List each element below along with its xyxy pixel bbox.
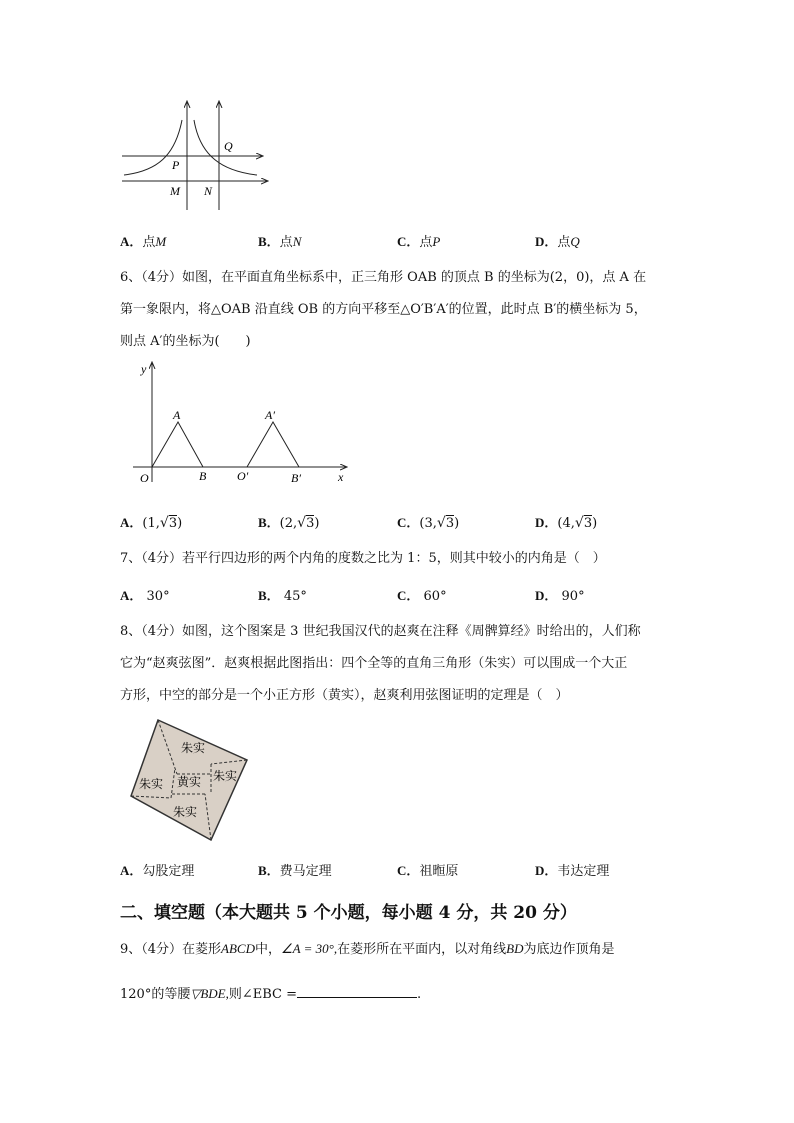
label-a: A xyxy=(173,408,181,422)
label-x: x xyxy=(338,470,344,484)
q6-option-d: D．(4,√3) xyxy=(535,515,598,531)
q8-option-d: D．韦达定理 xyxy=(535,863,610,879)
q8-line-1: 8、（4分）如图，这个图案是 3 世纪我国汉代的赵爽在注释《周髀算经》时给出的，人们称 xyxy=(120,624,641,639)
label-q: Q xyxy=(224,139,233,153)
triangle-o2a2b2 xyxy=(247,422,299,467)
triangle-oab xyxy=(152,422,203,467)
q8-line-3: 方形，中空的部分是一个小正方形（黄实），赵爽利用弦图证明的定理是（ ） xyxy=(120,688,569,703)
q5-option-b: B．点N xyxy=(258,234,302,250)
q6-option-a: A．(1,√3) xyxy=(120,515,183,531)
q6-option-b: B．(2,√3) xyxy=(258,515,320,531)
label-left: 朱实 xyxy=(139,777,164,791)
q6-line-1: 6、（4分）如图，在平面直角坐标系中，正三角形 OAB 的顶点 B 的坐标为(2，0)，点 A 在 xyxy=(120,270,647,285)
q6-line-3: 则点 A′的坐标为( ) xyxy=(120,334,251,349)
label-n: N xyxy=(204,184,213,198)
q7-option-c: C． 60° xyxy=(397,588,447,604)
label-b-prime: B′ xyxy=(291,471,301,485)
label-m: M xyxy=(170,184,180,198)
q8-option-c: C．祖暅原 xyxy=(397,863,459,879)
label-b: B xyxy=(199,469,207,483)
q7-option-d: D． 90° xyxy=(535,588,585,604)
label-o-prime: O′ xyxy=(237,469,249,483)
q6-line-2: 第一象限内，将△OAB 沿直线 OB 的方向平移至△O′B′A′的位置，此时点 B′的横坐标为 5， xyxy=(120,302,647,317)
label-o: O xyxy=(140,471,149,485)
q7-option-b: B． 45° xyxy=(258,588,307,604)
q9-answer-blank[interactable] xyxy=(297,985,417,998)
q5-figure xyxy=(112,98,277,213)
q8-option-a: A．勾股定理 xyxy=(120,863,195,879)
q8-line-2: 它为“赵爽弦图”．赵爽根据此图指出：四个全等的直角三角形（朱实）可以围成一个大正 xyxy=(120,656,628,671)
label-y: y xyxy=(141,362,147,376)
q6-option-c: C．(3,√3) xyxy=(397,515,460,531)
label-right: 朱实 xyxy=(213,769,238,783)
q5-option-c: C．点P xyxy=(397,234,441,250)
q7-option-a: A． 30° xyxy=(120,588,170,604)
q8-figure-zhao-shuang xyxy=(125,716,255,841)
q5-option-d: D．点Q xyxy=(535,234,580,250)
label-center: 黄实 xyxy=(177,775,202,789)
q9-line-2: 120°的等腰▽BDE,则∠EBC = . xyxy=(120,986,422,1002)
q6-figure xyxy=(133,357,358,489)
label-p: P xyxy=(172,158,180,172)
label-a-prime: A′ xyxy=(265,408,275,422)
label-top: 朱实 xyxy=(181,741,206,755)
section-2-title: 二、填空题（本大题共 5 个小题，每小题 4 分，共 20 分） xyxy=(120,903,577,923)
q9-line-1: 9、（4分）在菱形ABCD中，∠A = 30°,在菱形所在平面内，以对角线BD为底边作顶角是 xyxy=(120,941,615,957)
q5-option-a: A．点M xyxy=(120,234,167,250)
q7-line-1: 7、（4分）若平行四边形的两个内角的度数之比为 1：5，则其中较小的内角是（ ） xyxy=(120,551,606,566)
label-bottom: 朱实 xyxy=(173,805,198,819)
q8-option-b: B．费马定理 xyxy=(258,863,332,879)
